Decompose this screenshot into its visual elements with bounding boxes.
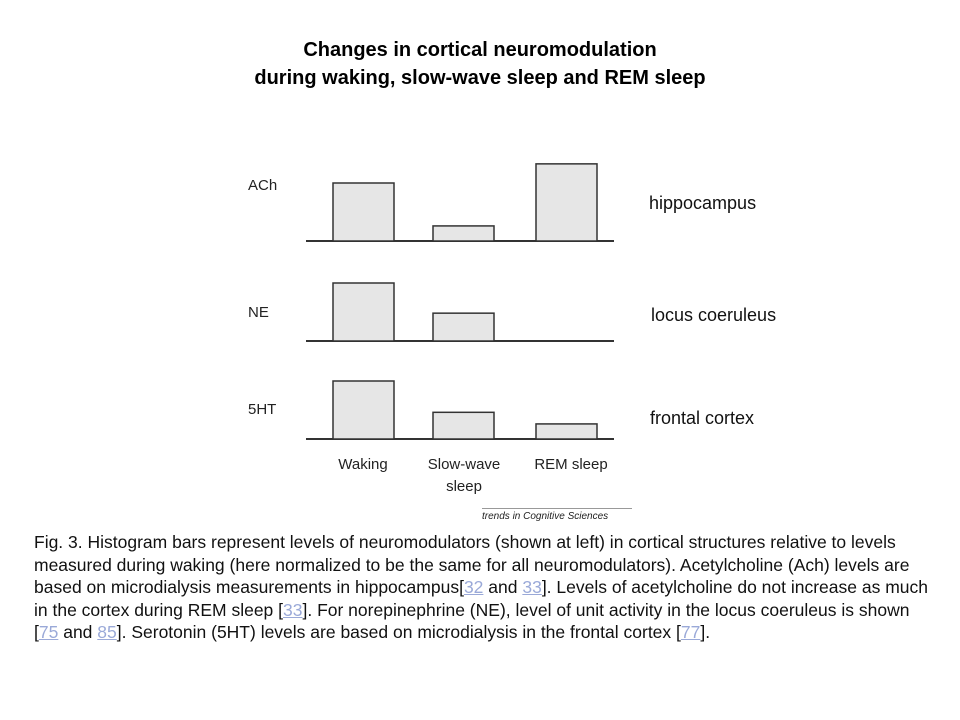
bar-5ht-rem-sleep <box>536 424 597 439</box>
caption-text: Fig. 3. Histogram bars represent levels of neuromodulators (shown at left) in cortical structures relative to levels measured during waking (here normalized to be the same for all neuromodulators). Acetylcholine (Ach) levels are based on microdialysis measurements in hippocampus[ <box>34 532 910 597</box>
category-label: REM sleep <box>534 456 608 473</box>
source-credit: trends in Cognitive Sciences <box>482 508 632 522</box>
ref-link-85[interactable]: 85 <box>97 622 117 642</box>
ref-link-33[interactable]: 33 <box>283 599 303 620</box>
bar-ach-slow-wave-sleep <box>433 226 494 241</box>
bar-5ht-slow-wave-sleep <box>433 412 494 439</box>
bar-5ht-waking <box>333 381 394 439</box>
bar-ne-slow-wave-sleep <box>433 313 494 341</box>
ref-link-32[interactable]: 32 <box>463 577 484 597</box>
series-label-ach: ACh <box>248 177 278 194</box>
region-label-locus-coeruleus: locus coeruleus <box>651 305 777 325</box>
caption-text: ]. <box>700 622 711 642</box>
bar-ach-waking <box>333 183 394 241</box>
caption-text: ]. For norepinephrine (NE), level of unit activity in the locus coeruleus is shown [ <box>34 599 910 642</box>
figure-caption <box>34 531 934 644</box>
ref-link-77[interactable]: 77 <box>680 622 701 642</box>
title-line-1: Changes in cortical neuromodulation <box>303 39 657 61</box>
ref-link-33[interactable]: 33 <box>522 577 542 597</box>
caption-text: and <box>58 622 98 642</box>
ref-link-75[interactable]: 75 <box>38 622 59 642</box>
caption-text: ]. Serotonin (5HT) levels are based on microdialysis in the frontal cortex [ <box>116 622 681 642</box>
title-line-2: during waking, slow-wave sleep and REM sleep <box>254 67 706 89</box>
caption-text: and <box>483 577 523 597</box>
category-label: sleep <box>446 478 482 495</box>
bar-ne-waking <box>333 283 394 341</box>
category-label: Slow-wave <box>427 456 501 473</box>
series-label-ne: NE <box>248 304 269 321</box>
bar-ach-rem-sleep <box>536 164 597 241</box>
category-label: Waking <box>338 456 388 473</box>
region-label-frontal-cortex: frontal cortex <box>650 408 755 428</box>
caption-text: ]. Levels of acetylcholine do not increase as much in the cortex during REM sleep [ <box>34 577 929 620</box>
region-label-hippocampus: hippocampus <box>649 193 757 213</box>
series-label-5ht: 5HT <box>248 401 277 418</box>
